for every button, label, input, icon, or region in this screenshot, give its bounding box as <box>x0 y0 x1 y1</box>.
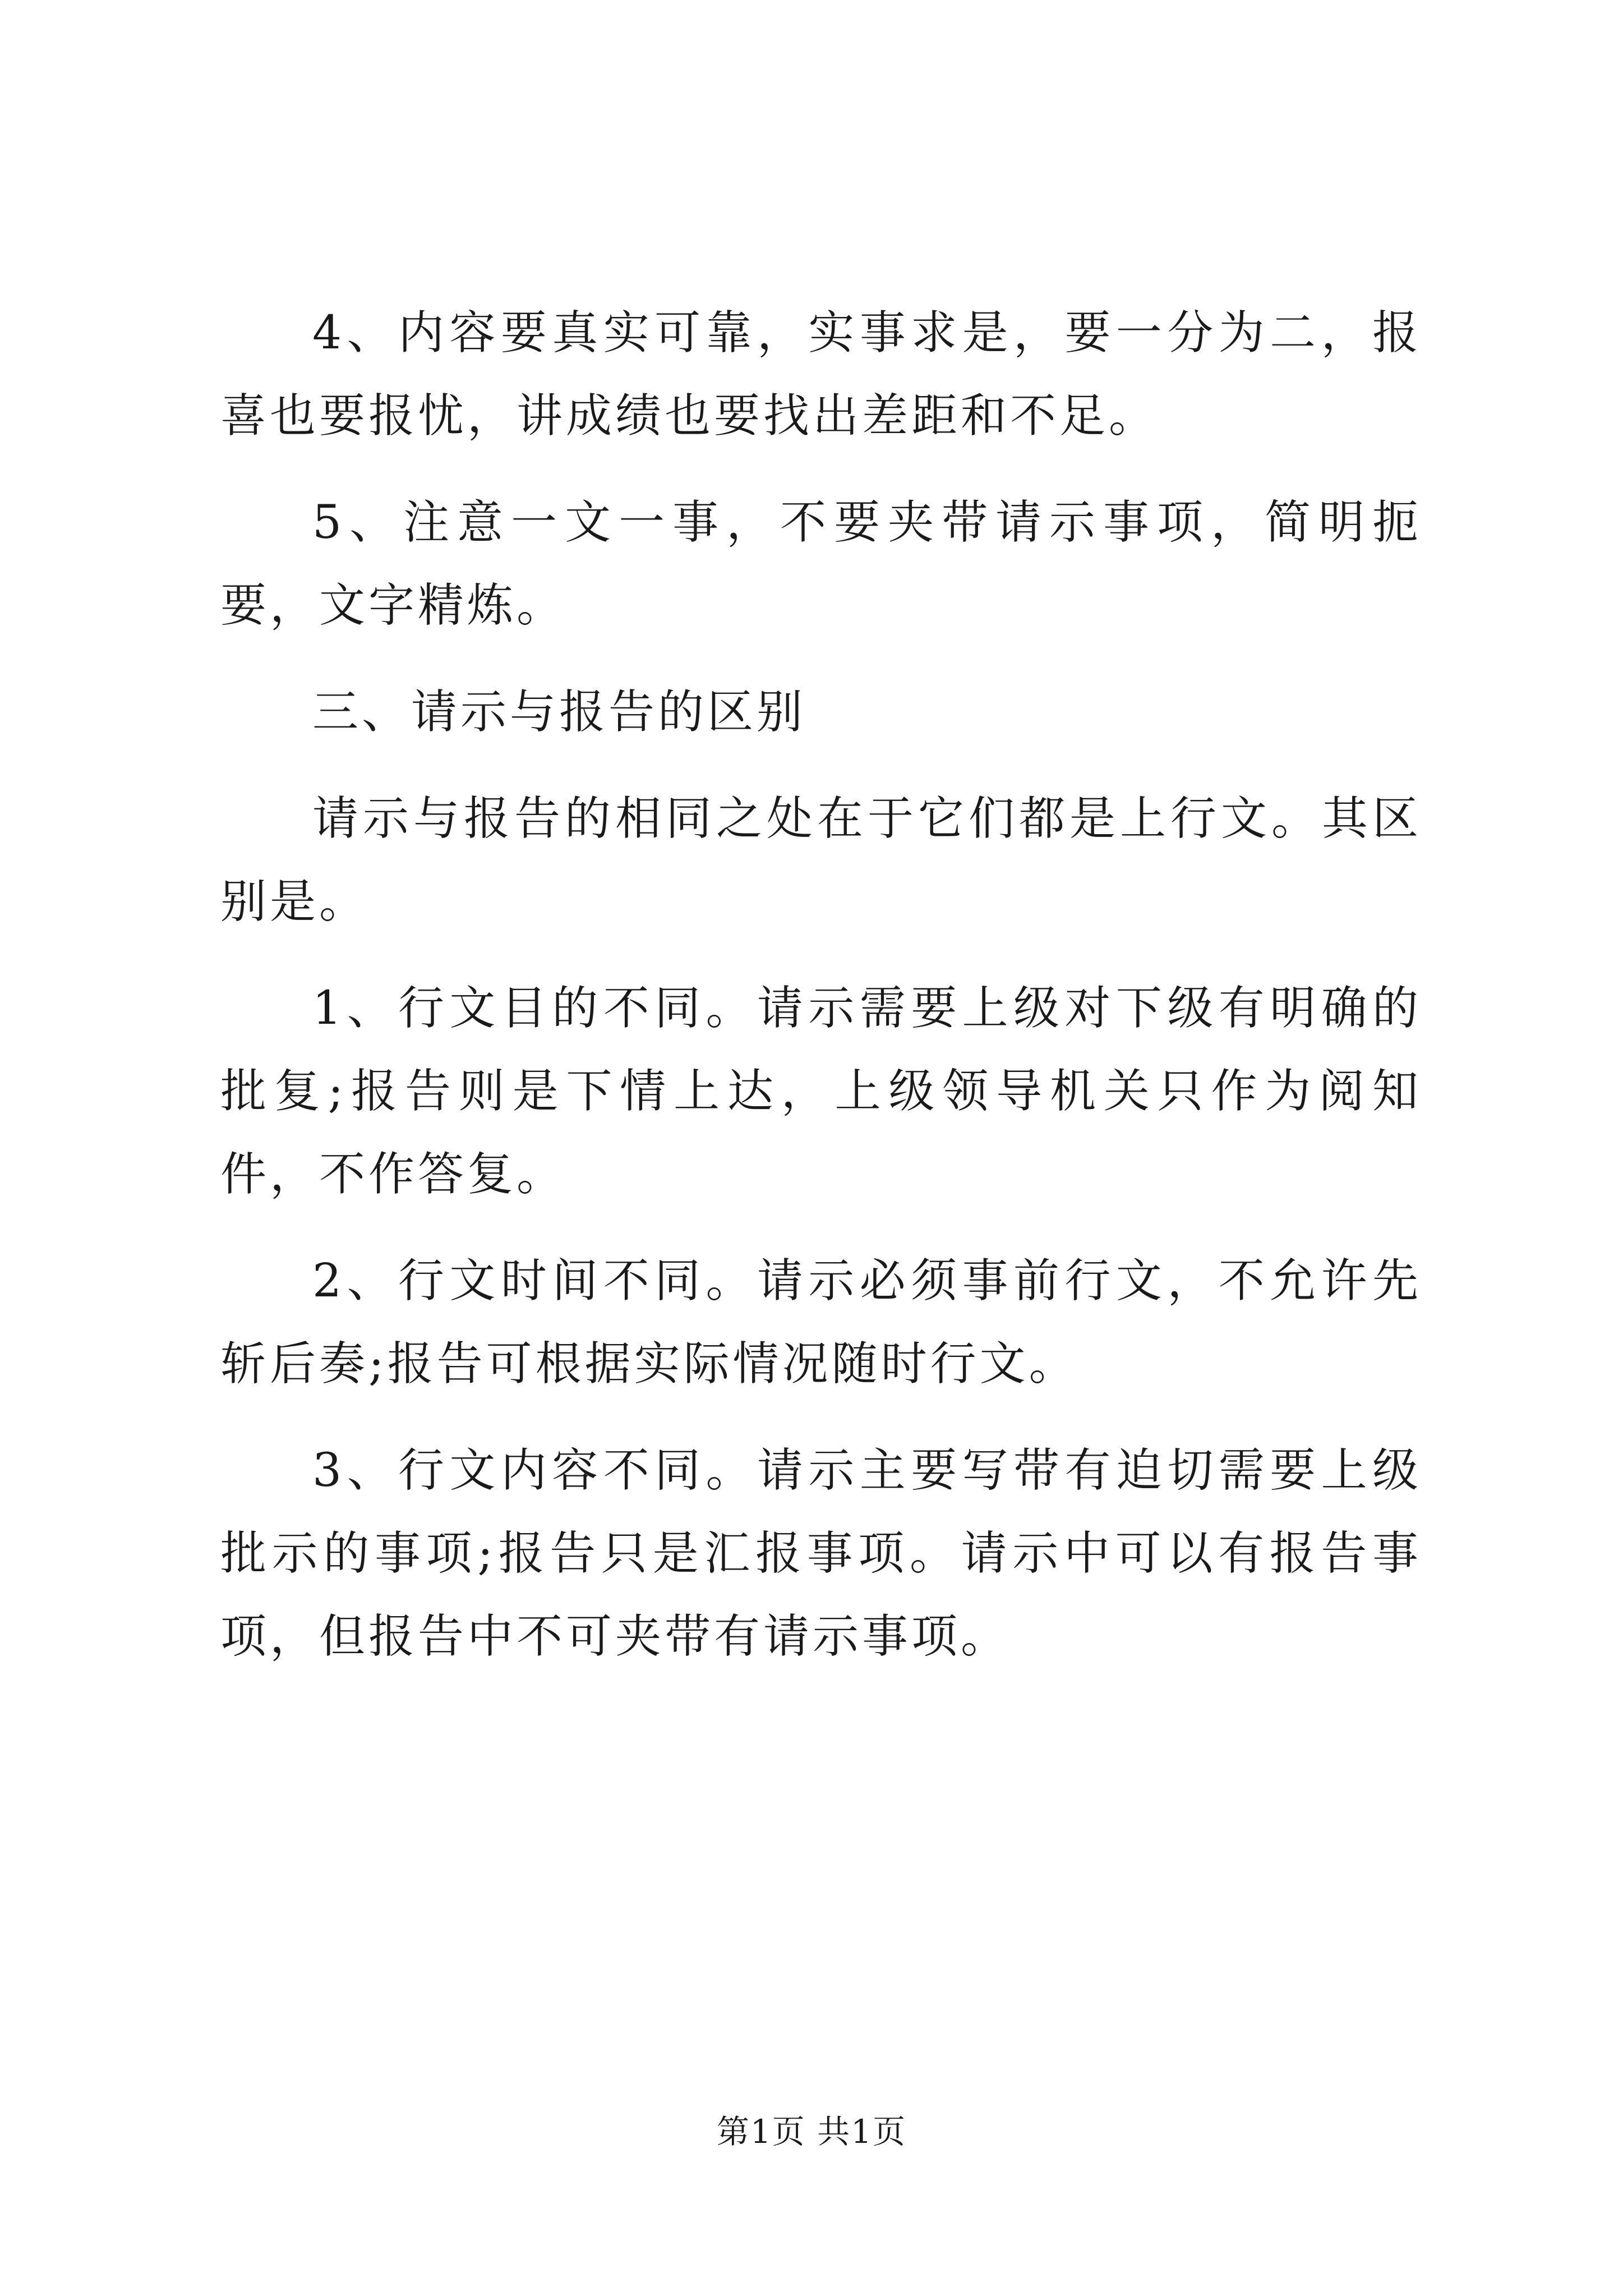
paragraph-difference-2: 2、行文时间不同。请示必须事前行文，不允许先斩后奏;报告可根据实际情况随时行文。 <box>220 1254 1422 1391</box>
document-body <box>220 292 1422 1702</box>
paragraph-difference-3: 3、行文内容不同。请示主要写带有迫切需要上级批示的事项;报告只是汇报事项。请示中可以有报告事项，但报告中不可夹带有请示事项。 <box>220 1444 1422 1663</box>
section-heading: 三、请示与报告的区别 <box>312 685 806 739</box>
page-number-footer: 第1页 共1页 <box>716 2113 907 2151</box>
paragraph-item-4: 4、内容要真实可靠，实事求是，要一分为二，报喜也要报忧，讲成绩也要找出差距和不足。 <box>220 306 1422 443</box>
paragraph-difference-1: 1、行文目的不同。请示需要上级对下级有明确的批复;报告则是下情上达，上级领导机关只作为阅知件，不作答复。 <box>220 982 1422 1201</box>
paragraph-intro: 请示与报告的相同之处在于它们都是上行文。其区别是。 <box>220 792 1422 928</box>
paragraph-item-5: 5、注意一文一事，不要夹带请示事项，简明扼要，文字精炼。 <box>220 496 1422 632</box>
